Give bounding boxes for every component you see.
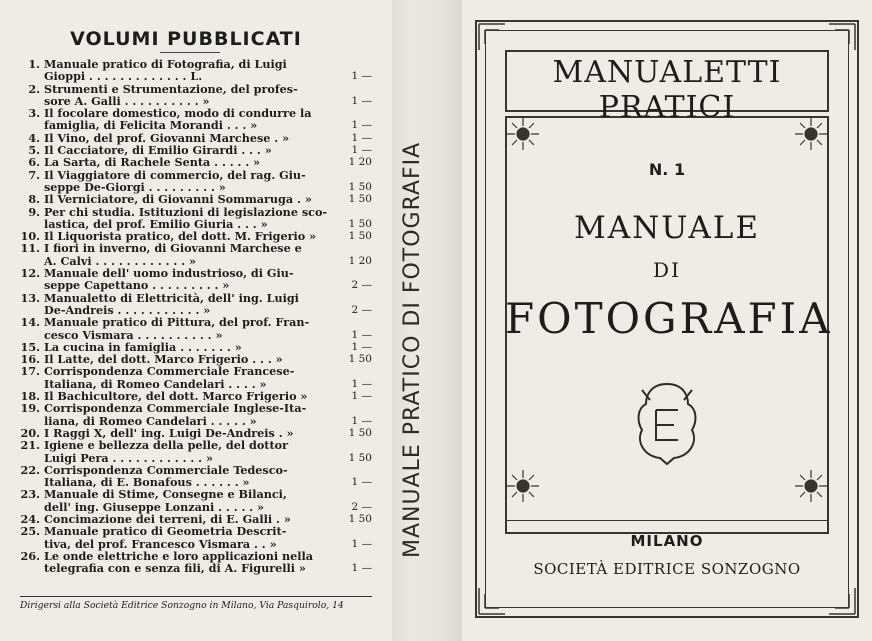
volume-list-line <box>20 193 372 205</box>
volume-list-line <box>20 156 372 168</box>
volume-title: Il Cacciatore, di Emilio Girardi . . . » <box>44 143 272 158</box>
volume-price: 1 — <box>351 328 372 341</box>
volume-list-line <box>20 402 372 414</box>
volume-price: 1 — <box>351 119 372 132</box>
title-line-1: MANUALE <box>573 210 761 246</box>
volume-number: 3. <box>28 106 40 121</box>
volume-price: 1 50 <box>348 180 372 193</box>
volume-title: Corrispondenza Commerciale Tedesco- <box>44 462 288 477</box>
volume-title: La Sarta, di Rachele Senta . . . . . » <box>44 155 261 170</box>
volume-number: 2. <box>28 81 40 96</box>
volume-price: 1 20 <box>348 254 372 267</box>
publisher-name: SOCIETÀ EDITRICE SONZOGNO <box>533 560 801 578</box>
volume-title: Corrispondenza Commerciale Inglese-Ita- <box>44 401 307 416</box>
volume-title: Manuale pratico di Pittura, del prof. Fran- <box>44 315 310 330</box>
publisher-city: MILANO <box>630 532 704 550</box>
volume-number: 11. <box>20 241 40 256</box>
volume-list-line <box>20 206 372 218</box>
volume-title: I Raggi X, dell' ing. Luigi De-Andreis . » <box>44 425 294 440</box>
volume-price: 1 — <box>351 340 372 353</box>
volume-title: seppe De-Giorgi . . . . . . . . . » <box>44 179 226 194</box>
series-title: MANUALETTI PRATICI <box>552 55 782 125</box>
heading-rule <box>160 52 220 53</box>
volume-price: 1 50 <box>348 451 372 464</box>
volume-price: 1 — <box>351 144 372 157</box>
volume-price: 1 — <box>351 131 372 144</box>
volume-price: 1 — <box>351 537 372 550</box>
volume-number: 6. <box>28 155 40 170</box>
volume-price: 2 — <box>351 500 372 513</box>
volume-list-line <box>20 119 372 131</box>
volume-price: 2 — <box>351 303 372 316</box>
volume-list-line <box>20 70 372 82</box>
volume-number: 1. <box>28 57 40 71</box>
volume-list-line <box>20 365 372 377</box>
volume-title: Il Bachicultore, del dott. Marco Frigerio » <box>44 389 308 404</box>
spine-title: MANUALE PRATICO DI FOTOGRAFIA <box>400 141 425 559</box>
volume-number: 20. <box>20 425 40 440</box>
volume-list-line <box>20 279 372 291</box>
volume-title: Manuale dell' uomo industrioso, di Giu- <box>44 266 294 281</box>
volume-title: Italiana, di Romeo Candelari . . . . » <box>44 376 267 391</box>
volume-title: Manuale pratico di Fotografia, di Luigi <box>44 57 287 71</box>
volume-title: Corrispondenza Commerciale Francese- <box>44 364 295 379</box>
volume-number: 23. <box>20 487 40 502</box>
volume-price: 1 — <box>351 562 372 575</box>
volume-title: Luigi Pera . . . . . . . . . . . . » <box>44 450 213 465</box>
volume-title: Gioppi . . . . . . . . . . . . . L. <box>44 69 203 84</box>
volume-number: 15. <box>20 339 40 354</box>
volume-title: Il Latte, del dott. Marco Frigerio . . . » <box>44 352 283 367</box>
volume-price: 1 — <box>351 414 372 427</box>
volume-title: Il Viaggiatore di commercio, del rag. Giu- <box>44 167 306 182</box>
volume-price: 2 — <box>351 279 372 292</box>
volume-title: sore A. Galli . . . . . . . . . . » <box>44 93 210 108</box>
volume-number: 10. <box>20 229 40 244</box>
volume-number: 14. <box>20 315 40 330</box>
volume-title: cesco Vismara . . . . . . . . . . » <box>44 327 223 342</box>
volume-number: 19. <box>20 401 40 416</box>
volume-title: famiglia, di Felicita Morandi . . . » <box>44 118 258 133</box>
volume-title: lastica, del prof. Emilio Giuria . . . » <box>44 216 268 231</box>
volume-number: 8. <box>28 192 40 207</box>
volume-price: 1 20 <box>348 156 372 169</box>
volume-number: 26. <box>20 548 40 563</box>
volume-price: 1 — <box>351 390 372 403</box>
volume-price: 1 50 <box>348 353 372 366</box>
volume-list-line <box>20 488 372 500</box>
volume-price: 1 — <box>351 70 372 83</box>
volume-title: Il focolare domestico, modo di condurre la <box>44 106 312 121</box>
volume-list-line <box>20 525 372 537</box>
volume-price: 1 — <box>351 94 372 107</box>
volume-list-line <box>20 452 372 464</box>
volume-list-line <box>20 316 372 328</box>
volume-title: Igiene e bellezza della pelle, del dottor <box>44 438 288 453</box>
volume-number: 7. <box>28 167 40 182</box>
volume-title: La cucina in famiglia . . . . . . . » <box>44 339 242 354</box>
volume-number: 4. <box>28 130 40 145</box>
volume-number: 5. <box>28 143 40 158</box>
volume-title: liana, di Romeo Candelari . . . . . » <box>44 413 257 428</box>
volume-number: 21. <box>20 438 40 453</box>
volume-title: Manuale di Stime, Consegne e Bilanci, <box>44 487 287 502</box>
volume-number: 25. <box>20 524 40 539</box>
volume-number: 13. <box>20 290 40 305</box>
volume-price: 1 50 <box>348 193 372 206</box>
volume-title: A. Calvi . . . . . . . . . . . . » <box>44 253 196 268</box>
volume-title: De-Andreis . . . . . . . . . . . » <box>44 302 211 317</box>
footer-rule <box>20 596 372 597</box>
volume-number: 17. <box>20 364 40 379</box>
volume-price: 1 — <box>351 476 372 489</box>
volume-title: Il Liquorista pratico, del dott. M. Frigerio » <box>44 229 317 244</box>
published-volumes-list <box>20 58 372 574</box>
volume-number: 12. <box>20 266 40 281</box>
volume-list-line <box>20 562 372 574</box>
title-line-2: DI <box>653 258 681 282</box>
volume-title: Le onde elettriche e loro applicazioni nella <box>44 548 314 563</box>
volume-title: seppe Capettano . . . . . . . . . » <box>44 278 230 293</box>
volume-number: N. 1 <box>648 160 686 179</box>
volume-title: Per chi studia. Istituzioni di legislazione sco- <box>44 204 328 219</box>
volume-title: I fiori in inverno, di Giovanni Marchese e <box>44 241 302 256</box>
volume-title: telegrafia con e senza fili, di A. Figurelli » <box>44 561 306 576</box>
volume-price: 1 — <box>351 377 372 390</box>
publisher-emblem-icon <box>632 380 702 466</box>
volume-title: dell' ing. Giuseppe Lonzani . . . . . » <box>44 499 265 514</box>
volume-title: Il Vino, del prof. Giovanni Marchese . » <box>44 130 290 145</box>
volume-number: 9. <box>28 204 40 219</box>
publisher-address-footer: Dirigersi alla Società Editrice Sonzogno in Milano, Via Pasquirolo, 14 <box>20 600 344 611</box>
volume-price: 1 50 <box>348 426 372 439</box>
volume-number: 16. <box>20 352 40 367</box>
title-line-3: FOTOGRAFIA <box>505 294 833 343</box>
volume-title: Manualetto di Elettricità, dell' ing. Luigi <box>44 290 299 305</box>
volume-title: Italiana, di E. Bonafous . . . . . . » <box>44 475 250 490</box>
volume-number: 24. <box>20 511 40 526</box>
volume-list-line <box>20 242 372 254</box>
volume-number: 18. <box>20 389 40 404</box>
volume-title: tiva, del prof. Francesco Vismara . . » <box>44 536 277 551</box>
volume-title: Il Verniciatore, di Giovanni Sommaruga . » <box>44 192 312 207</box>
volume-title: Concimazione dei terreni, di E. Galli . » <box>44 511 291 526</box>
volume-title: Strumenti e Strumentazione, del profes- <box>44 81 298 96</box>
published-volumes-heading: VOLUMI PUBBLICATI <box>70 28 302 50</box>
volume-price: 1 50 <box>348 512 372 525</box>
volume-list-line <box>20 329 372 341</box>
imprint-panel <box>505 520 829 589</box>
volume-price: 1 50 <box>348 217 372 230</box>
volume-title: Manuale pratico di Geometria Descrit- <box>44 524 287 539</box>
volume-list-line <box>20 439 372 451</box>
volume-number: 22. <box>20 462 40 477</box>
volume-price: 1 50 <box>348 230 372 243</box>
